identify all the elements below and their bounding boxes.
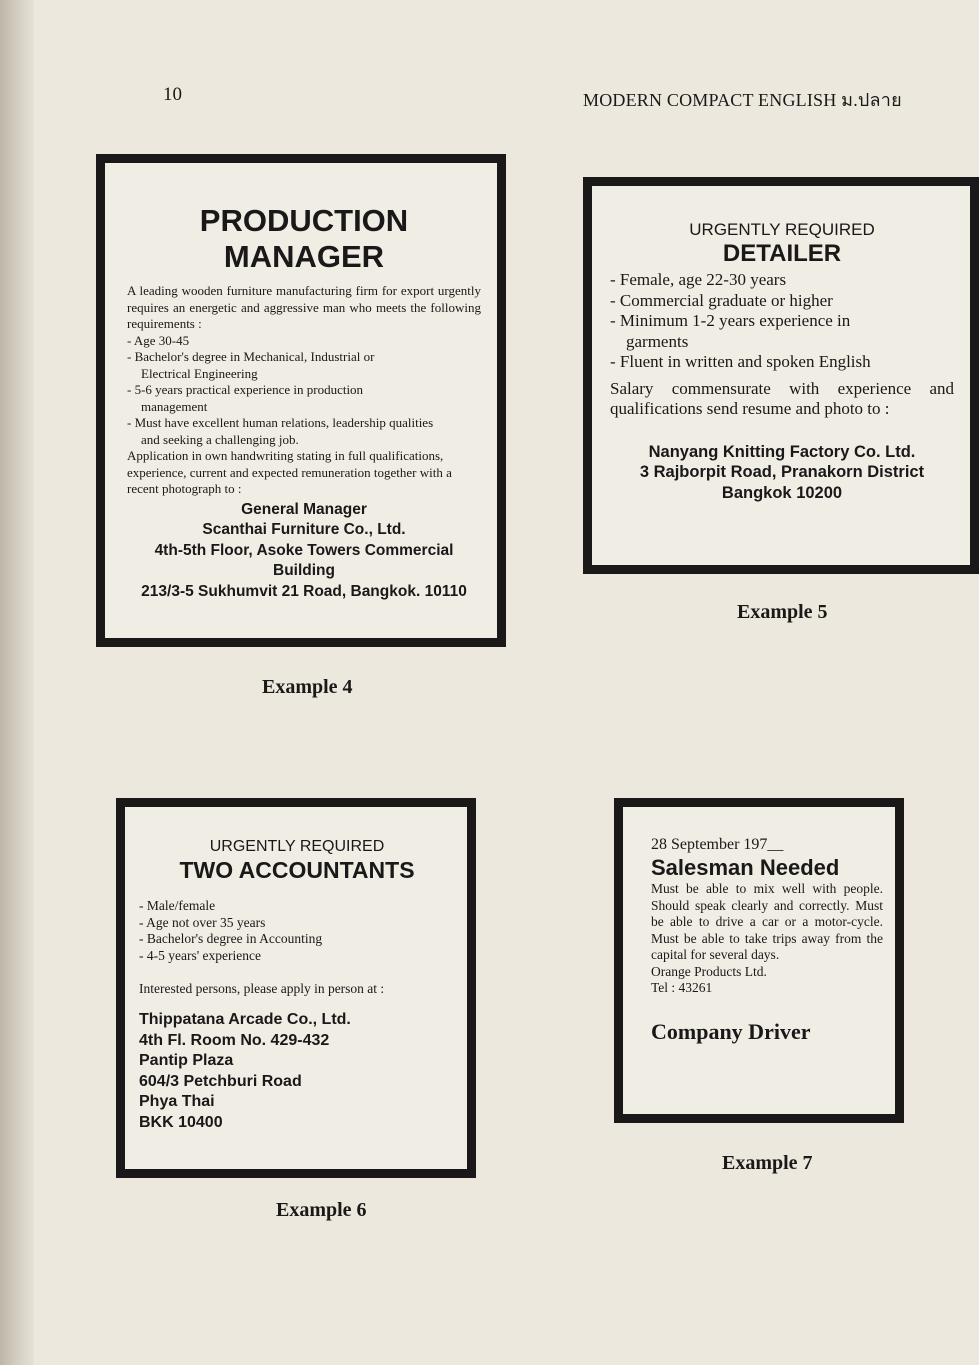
ad-detailer [583,177,979,574]
list-item: - Age not over 35 years [139,914,266,930]
ad-company: Orange Products Ltd. [651,963,767,979]
list-item: - Fluent in written and spoken English [610,352,871,371]
address-line: Pantip Plaza [139,1052,234,1069]
address-line: BKK 10400 [139,1113,223,1131]
list-item: - Minimum 1-2 years experience in garments [610,311,851,351]
running-head: MODERN COMPACT ENGLISH ม.ปลาย [583,90,902,110]
address-line: Bangkok 10200 [721,483,843,502]
address-line: 213/3-5 Sukhumvit 21 Road, Bangkok. 10110 [141,582,467,600]
ad-salary: Salary commensurate with experience and qualifications send resume and photo to : [610,378,954,418]
ad-telephone: Tel : 43261 [651,980,713,995]
ad-title: DETAILER [722,240,842,267]
requirements-list [139,898,455,964]
caption-example-6: Example 6 [276,1199,367,1221]
caption-example-7: Example 7 [722,1152,813,1174]
list-item: - Female, age 22-30 years [610,270,787,289]
list-item: - 5-6 years practical experience in production management [127,382,364,414]
list-item: - 4-5 years' experience [139,947,261,963]
address-line: Scanthai Furniture Co., Ltd. [202,521,406,538]
ad-kicker: URGENTLY REQUIRED [689,220,875,239]
ad-body: Must be able to mix well with people. Should speak clearly and correctly. Must be able to drive a car or a motor-cycle. Must be able to take trips away from the capital for several days. [651,881,883,962]
ad-instruction: Interested persons, please apply in person at : [139,981,385,996]
list-item: - Male/female [139,898,216,913]
book-spine-shadow [0,0,34,1365]
list-item: - Commercial graduate or higher [610,290,833,310]
address-line: Phya Thai [139,1093,215,1110]
address-line: 3 Rajborpit Road, Pranakorn District [639,463,925,481]
list-item: - Must have excellent human relations, leadership qualities and seeking a challenging job. [127,415,434,447]
list-item: - Bachelor's degree in Accounting [139,931,323,946]
ad-title: Salesman Needed [651,855,840,880]
ad-title: TWO ACCOUNTANTS [179,857,415,883]
ad-application: Application in own handwriting stating in full qualifications, experience, current and expected remuneration together with a recent photograph to : [127,448,452,496]
ad-salesman-needed [614,798,904,1123]
caption-example-4: Example 4 [262,676,353,698]
caption-example-5: Example 5 [737,601,828,623]
ad-production-manager [96,154,506,647]
list-item: - Age 30-45 [127,332,190,348]
address-line: 4th-5th Floor, Asoke Towers Commercial Building [154,541,454,579]
address-line: 604/3 Petchburi Road [139,1072,302,1090]
ad-title-line: PRODUCTION [199,203,409,238]
ad-date: 28 September 197__ [651,836,784,853]
ad-address [127,500,481,603]
requirements-list [610,270,954,373]
address-line: General Manager [241,500,367,518]
address-line: 4th Fl. Room No. 429-432 [139,1031,330,1049]
ad-title [127,203,481,275]
address-line: Nanyang Knitting Factory Co. Ltd. [648,442,916,461]
page-number: 10 [163,84,182,105]
ad-intro: A leading wooden furniture manufacturing firm for export urgently requires an energetic and aggressive man who meets the following requirements : [127,283,481,331]
ad-title-line: MANAGER [223,239,385,274]
ad-address [139,1010,455,1133]
ad-body [127,283,481,498]
list-item: - Bachelor's degree in Mechanical, Industrial or Electrical Engineering [127,349,375,381]
ad-two-accountants [116,798,476,1178]
requirements-list [127,333,481,449]
ad-subtitle: Company Driver [651,1018,811,1044]
ad-kicker: URGENTLY REQUIRED [209,838,385,855]
address-line: Thippatana Arcade Co., Ltd. [139,1011,351,1028]
ad-address [610,442,954,504]
